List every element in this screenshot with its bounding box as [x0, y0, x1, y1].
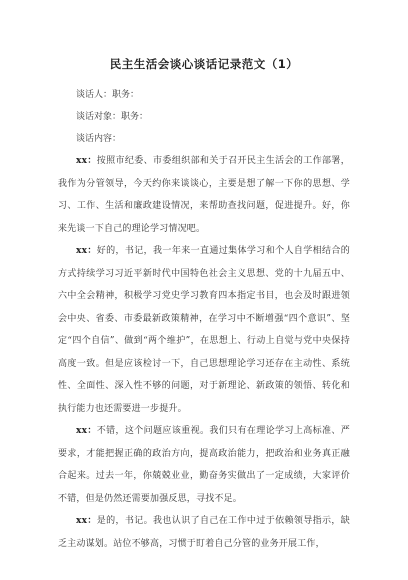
paragraph-text: 按照市纪委、市委组织部和关于召开民主生活会的工作部署，我作为分管领导，今天约你来谈谈心，主要是想了解一下你的思想、学习、工作、生活和廉政建设情况，来帮助查找问题，促进提升。好，你来先谈一下自己的理论学习情况吧。 [58, 156, 350, 234]
speaker-label: xx： [76, 156, 97, 166]
paragraph [58, 240, 350, 420]
paragraph [58, 510, 350, 555]
paragraph [58, 420, 350, 510]
document-title: 民主生活会谈心谈话记录范文（1） [109, 57, 299, 71]
paragraph-text: 是的，书记。我也认识了自己在工作中过于依赖领导指示，缺乏主动谋划。站位不够高，习惯于盯着自己分管的业务开展工作， [58, 516, 350, 549]
meta-talkee: 谈话对象：职务： [76, 112, 149, 122]
paragraph-text: 不错，这个问题应该重视。我们只有在理论学习上高标准、严要求，才能把握正确的政治方向，提高政治能力，把政治和业务真正融合起来。过去一年，你兢兢业业，勤奋务实做出了一定成绩，大家评价不错，但是仍然还需要加强反思，寻找不足。 [58, 426, 350, 504]
speaker-label: xx： [76, 426, 97, 436]
meta-content: 谈话内容： [76, 134, 122, 144]
speaker-label: xx： [76, 516, 97, 526]
meta-talker: 谈话人：职务： [76, 90, 140, 100]
paragraph-text: 好的，书记，我一年来一直通过集体学习和个人自学相结合的方式持续学习习近平新时代中国特色社会主义思想、党的十九届五中、六中全会精神，积极学习党史学习教育四本指定书目，也会及时跟进领会中央、省委、市委最新政策精神，在学习中不断增强“四个意识”、坚定“四个自信”、做到“两个维护”，在思想上、行动上自觉与党中央保持高度一致。但是应该检讨一下，自己思想理论学习还存在主动性、系统性、全面性、深入性不够的问题，对于新理论、新政策的领悟、转化和执行能力也还需要进一步提升。 [58, 246, 350, 414]
paragraph [58, 150, 350, 240]
speaker-label: xx： [76, 246, 97, 256]
